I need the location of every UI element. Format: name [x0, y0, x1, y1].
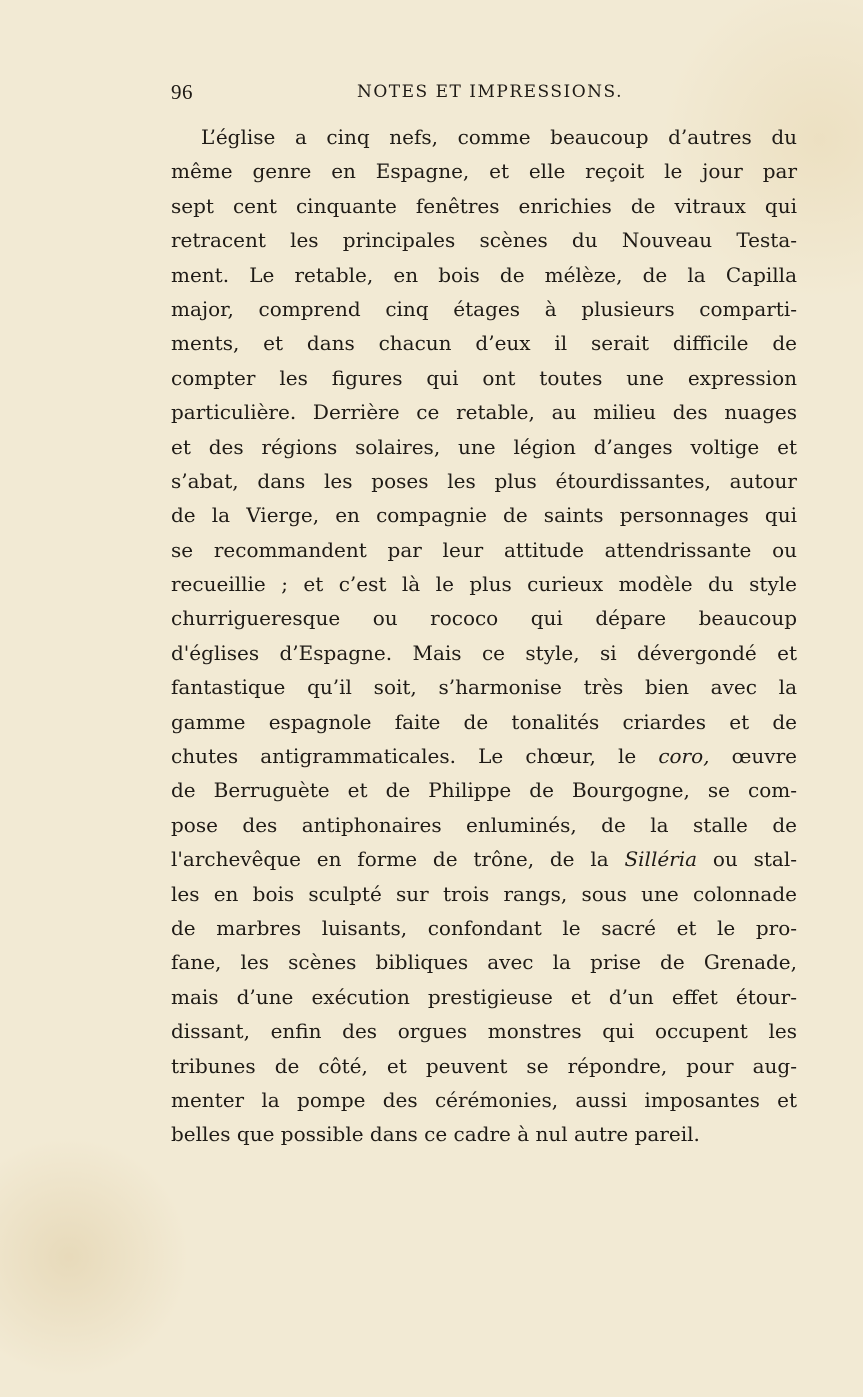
running-title: NOTES ET IMPRESSIONS. [357, 82, 623, 102]
text-line: L’église a cinq nefs, comme beaucoup d’autres du [201, 125, 797, 149]
text-line: se recommandent par leur attitude attendrissante ou [171, 537, 797, 562]
text-line: recueillie ; et c’est là le plus curieux modèle du style [171, 572, 797, 597]
text-line: menter la pompe des cérémonies, aussi imposantes et [171, 1087, 797, 1112]
text-segment: chutes antigrammaticales. Le chœur, le [171, 744, 637, 769]
text-line-with-italic [171, 739, 797, 773]
text-line: de marbres luisants, confondant le sacré et le pro- [171, 915, 797, 940]
text-line: churrigueresque ou rococo qui dépare beaucoup [171, 606, 797, 631]
text-line: d'églises d’Espagne. Mais ce style, si dévergondé et [171, 640, 797, 665]
text-line: et des régions solaires, une légion d’anges voltige et [171, 434, 797, 459]
text-line: les en bois sculpté sur trois rangs, sous une colonnade [171, 881, 797, 906]
text-line: dissant, enfin des orgues monstres qui occupent les [171, 1019, 797, 1044]
text-line: fantastique qu’il soit, s’harmonise très bien avec la [171, 675, 797, 700]
text-line: compter les figures qui ont toutes une expression [171, 365, 797, 390]
italic-word: Silléria [624, 847, 698, 872]
italic-word: coro, [658, 744, 710, 769]
text-line: particulière. Derrière ce retable, au milieu des nuages [171, 400, 797, 425]
page-number: 96 [171, 80, 193, 104]
text-segment: ou stal- [712, 847, 797, 872]
page-header [171, 80, 797, 112]
text-segment: l'archevêque en forme de trône, de la [171, 847, 609, 872]
text-line: mais d’une exécution prestigieuse et d’un effet étour- [171, 984, 797, 1009]
text-line: major, comprend cinq étages à plusieurs comparti- [171, 296, 797, 321]
text-line: gamme espagnole faite de tonalités criardes et de [171, 709, 797, 734]
text-line: fane, les scènes bibliques avec la prise de Grenade, [171, 950, 797, 975]
text-line: de la Vierge, en compagnie de saints personnages qui [171, 503, 797, 528]
text-line-with-italic [171, 842, 797, 876]
text-line: tribunes de côté, et peuvent se répondre, pour aug- [171, 1053, 797, 1078]
text-line: de Berruguète et de Philippe de Bourgogne, se com- [171, 778, 797, 803]
text-segment: œuvre [731, 744, 797, 769]
text-line: pose des antiphonaires enluminés, de la stalle de [171, 812, 797, 837]
text-line: retracent les principales scènes du Nouveau Testa- [171, 228, 797, 253]
body-paragraph [171, 120, 797, 1152]
text-line: sept cent cinquante fenêtres enrichies de vitraux qui [171, 193, 797, 218]
text-line: ment. Le retable, en bois de mélèze, de la Capilla [171, 262, 797, 287]
text-line: ments, et dans chacun d’eux il serait difficile de [171, 331, 797, 356]
text-line: belles que possible dans ce cadre à nul autre pareil. [171, 1122, 700, 1147]
text-line: s’abat, dans les poses les plus étourdissantes, autour [171, 468, 797, 493]
text-line: même genre en Espagne, et elle reçoit le jour par [171, 159, 797, 184]
